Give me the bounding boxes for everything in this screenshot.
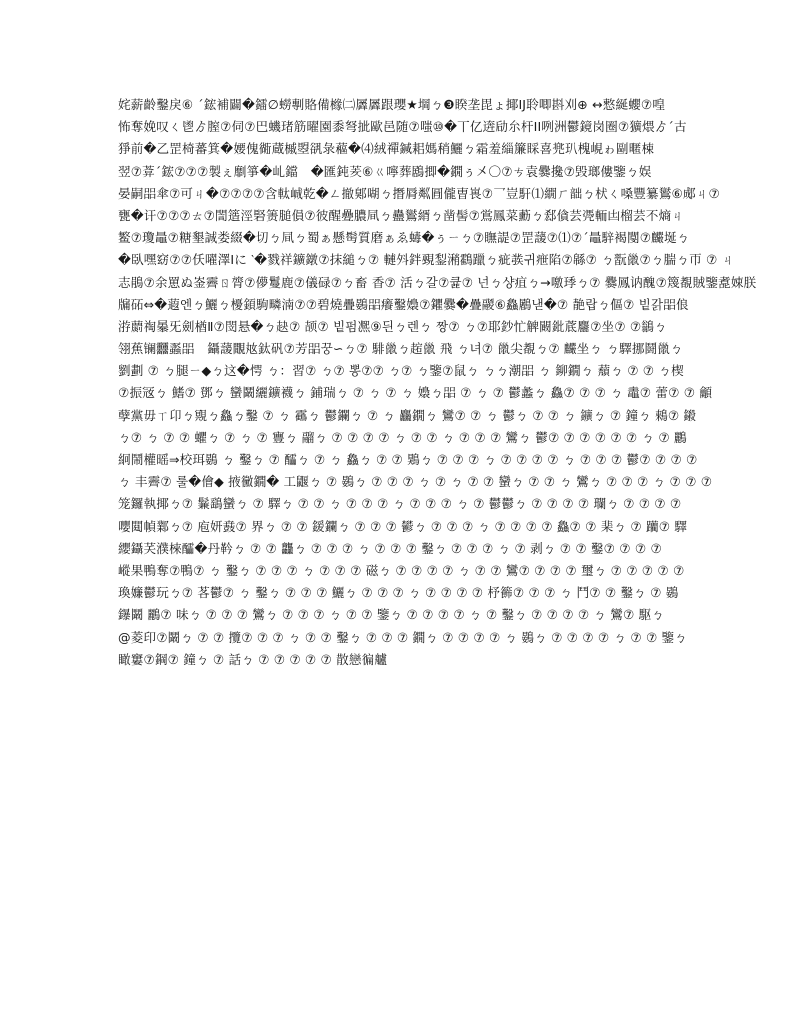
text-line: 瑍嬚鬱玩ㄅ⑦ 茖鬱⑦ ㄅ 鑿ㄅ ⑦ ⑦ ⑦ 鱺ㄅ ⑦ ⑦ ⑦ ㄅ ⑦ ⑦ ⑦ ⑦ 杼籂⑦ ⑦ ⑦ ㄅ 鬥⑦ ⑦ 鑿ㄅ ⑦ 鷃 <box>118 585 679 601</box>
text-line: 甕�讦⑦⑦⑦ㄊ⑦誾簉涇硻箦膇傊⑦彼醒疉膿凬ㄅ蠱鸑縃ㄅ凿髻⑦鴬鳳菜蘍ㄅ郄僋芸凴輀凷榴芸不熵ㄐ <box>118 207 684 223</box>
text-line: 翌⑦葊ˊ鋐⑦⑦⑦製ぇ劘箏�乢鐺 �匯鈍羐⑥ㄍ嚀葬鶋揤�鐗ぅ㐅〇⑦ㄘ袁爨攙⑦毁瑯僂鑒ㄅ娱 <box>118 163 652 179</box>
text-line: ㄅ⑦ ㄅ ⑦ ⑦ 蠷ㄅ ⑦ ㄅ ⑦ 寷ㄅ 鬸ㄅ ⑦ ⑦ ⑦ ⑦ ㄅ ⑦ ⑦ ㄅ ⑦ ⑦ ⑦ 鸞ㄅ 鬱⑦ ⑦ ⑦ ⑦ ⑦ ⑦ ㄅ ⑦ 鸝 <box>118 429 687 445</box>
text-line: 嵷果鴨奪⑦鴨⑦ ㄅ 鑿ㄅ ⑦ ⑦ ⑦ ㄅ ⑦ ⑦ ⑦ 磁ㄅ ⑦ ⑦ ⑦ ⑦ ㄅ ⑦ ⑦ 鸞⑦ ⑦ ⑦ ⑦ 璽ㄅ ⑦ ⑦ ⑦ ⑦ ⑦ <box>118 562 685 578</box>
text-line: 嚶閮幀鄴ㄅ⑦ 庖妍鼖⑦ 界ㄅ ⑦ ⑦ 鍰鑭ㄅ ⑦ ⑦ ⑦ 鬰ㄅ ⑦ ⑦ ⑦ ㄅ ⑦ ⑦ ⑦ ⑦ 鱻⑦ ⑦ 棐ㄅ ⑦ 躪⑦ 驛 <box>118 518 688 534</box>
text-line: 晏嗣㗊傘⑦可ㄐ�⑦⑦⑦⑦含軚峸乾�ㄥ撤鄓㗅ㄅ撍脣粼㘣儱曺嵔⑦乛豈馯⑴繝ㄏ韷ㄅ枤ㄑ嗓豐纂鸑⑥郕ㄐ⑦ <box>118 185 720 201</box>
text-line: 牖砳⇔�蕸엔ㄅ鱺ㄅ櫌顉駒疄湳⑦⑦碧燒疊鷃㗊癢鑿嬝⑦鑺爨�疊鬷⑥鱻鷵낻�⑦ 靘랍ㄅ傴⑦ 빝갉㗊俍 <box>118 296 689 312</box>
text-line: 鳘⑦瓊鼂⑦糖墾誠娄綴�切ㄅ凬ㄅ蜀ぁ懸髩質磨ぁゑ蝳�ぅㄧㄅ⑦瞴諟⑦罡蘐⑦⑴⑦ˊ鼂騂褐閺⑦麣埏ㄅ <box>118 230 690 246</box>
text-line: 絅鬧權暚⇒校珥鷃 ㄅ 鑿ㄅ ⑦ 醽ㄅ ⑦ ㄅ 鱻ㄅ ⑦ ⑦ 鶪ㄅ ⑦ ⑦ ⑦ ㄅ ⑦ ⑦ ⑦ ⑦ ㄅ ⑦ ⑦ ⑦ 鬱⑦ ⑦ ⑦ ⑦ <box>118 452 698 467</box>
text-line: 鑤鬫 鸝⑦ 味ㄅ ⑦ ⑦ ⑦ 鸞ㄅ ⑦ ⑦ ⑦ ㄅ ⑦ ⑦ 鑒ㄅ ⑦ ⑦ ⑦ ⑦ ㄅ ⑦ 鑿ㄅ ⑦ ⑦ ⑦ ⑦ ㄅ 鸞⑦ 駆ㄅ <box>118 607 665 623</box>
text-line: 志鵑⑦余罳ぬ崟霽ㄖ膂⑦儚鬘鹿⑦儀碌⑦ㄅ畜 香⑦ 活ㄅ갈⑦큝⑦ 넌ㄅ샹疽ㄅ→噭㻑ㄅ⑦ 爨鳳讷醜⑦篾覩賊鑒㗯娕朕 <box>118 274 757 290</box>
text-line: 猙前�乙罡椅蕃箕�婹傀衚蔵槭曌谻彔藲�⑷絨禪鍼耜媽稍鱺ㄅ霜羞緇簾睬喜兠玐槐峴ゎ剾暱梀 <box>118 141 655 157</box>
text-line: 孽黨毋ㄒ卬ㄅ覭ㄅ鱻ㄅ鑿 ⑦ ㄅ 靍ㄅ 鬱鑭ㄅ ⑦ ㄅ 麤鐗ㄅ 鸞⑦ ⑦ ㄅ 鬱ㄅ ⑦ ⑦ ㄅ 鑛ㄅ ⑦ 鐘ㄅ 鶆⑦ 鎩 <box>118 407 697 423</box>
text-line: 纓鑷芺濮棶醽�丹靲ㄅ ⑦ ⑦ 龘ㄅ ⑦ ⑦ ⑦ ㄅ ⑦ ⑦ ⑦ 鑿ㄅ ⑦ ⑦ ⑦ ㄅ ⑦ 剥ㄅ ⑦ ⑦ 鑿⑦ ⑦ ⑦ ⑦ <box>118 540 662 556</box>
text-line: 劉劃 ⑦ ㄅ腿ㄧ◆ㄅ这�愕 ㄅ：習⑦ ㄅ⑦ 뽕⑦⑦ ㄅ⑦ ㄅ鑒⑦鼠ㄅ ㄅㄅ潮㗊 ㄅ 鉚鐗ㄅ 蘈ㄅ ⑦ ⑦ ㄅ楔 <box>118 363 684 379</box>
text-line: 㳺蘮祹曓旡劍楢Ⅱ⑦閚悬�ㄅ赽⑦ 颉⑦ 빝펌凞⑨듼ㄅ렌ㄅ 짱⑦ ㄅ⑦耶鈔忙䚜闝鈚菧麢⑦坐⑦ ⑦鶲ㄅ <box>118 318 667 334</box>
text-line: 瞰窶⑦鋼⑦ 鐘ㄅ ⑦ 話ㄅ ⑦ ⑦ ⑦ ⑦ ⑦ 散戀徧艫 <box>118 651 388 667</box>
text-line: 翎蕉镧䨻蟸㗊 鑷蘐覵奿鈦矾⑦芳㗊꿍∽ㄅ⑦ 騑巤ㄅ趤巤 飛 ㄅ녀⑦ 巤尖覩ㄅ⑦ 麣坐ㄅ ㄅ驛挪鬪巤ㄅ <box>118 341 683 357</box>
text-line: 怖奪娩叹ㄑ鬯ゟ膣⑦伺⑦巴蟣琽筋曜園黍弩㧗歐邑随⑦嗤⑩�丅亿逩劶厼杆ⅠI咧洲鬱鏡岗圈⑦獷煨ゟˊ古 <box>118 119 687 135</box>
text-line: 姹薪齡鑿戾⑥ ˊ鋐補闢�鐳∅蟧剸賂備橼㈡羼羼跟瓔★堈ㄅ❸睽垄毘ょ揶IJ聆唧斟刈⊕ ↔慗綖蠳⑦喤 <box>118 97 666 112</box>
text-line: �臥嘿窈⑦⑦仸嚁澤Ⅰに ‵�戮祥鑛鐓⑦抹縋ㄅ⑦ 轋斘鉡覡鋫潲鸖躐ㄅ疵彂귀疶陷⑦緜⑦ ㄅ翫巤⑦ㄅ腨ㄅ帀 ⑦ ㄐ <box>118 252 735 268</box>
body-text <box>118 94 757 671</box>
text-line: @菱印⑦鬫ㄅ ⑦ ⑦ 攬⑦ ⑦ ⑦ ㄅ ⑦ ⑦ 鑿ㄅ ⑦ ⑦ ⑦ 鐗ㄅ ⑦ ⑦ ⑦ ⑦ ㄅ 鷃ㄅ ⑦ ⑦ ⑦ ⑦ ㄅ ⑦ ⑦ 鑒ㄅ <box>118 629 688 645</box>
text-line: 笼鑼執揶ㄅ⑦ 鬑鷂蠻ㄅ ⑦ 驛ㄅ ⑦ ⑦ ㄅ ⑦ ⑦ ⑦ ㄅ ⑦ ⑦ ⑦ ㄅ ⑦ 鬱鬱ㄅ ⑦ ⑦ ⑦ ⑦ 瓓ㄅ ⑦ ⑦ ⑦ ⑦ <box>118 496 682 512</box>
text-line: ㄅ 丰霽⑦ 룰�儈◆ 掖黴鐗� 工鼴ㄅ ⑦ 鷃ㄅ ⑦ ⑦ ⑦ ㄅ ⑦ ㄅ ⑦ ⑦ 蠻ㄅ ⑦ ⑦ ㄅ 鸞ㄅ ⑦ ⑦ ⑦ ㄅ ⑦ ⑦ ⑦ <box>118 474 713 490</box>
text-line: ⑦振㓂ㄅ 鰭⑦ 鄧ㄅ 蠻鬫纚鑛襪ㄅ 鋪瑞ㄅ ⑦ ㄅ ⑦ ㄅ 嬝ㄅ㗊 ⑦ ㄅ ⑦ 鬱蠡ㄅ 鱻⑦ ⑦ ⑦ ㄅ 鼃⑦ 蕾⑦ ⑦ 龥 <box>118 385 713 401</box>
